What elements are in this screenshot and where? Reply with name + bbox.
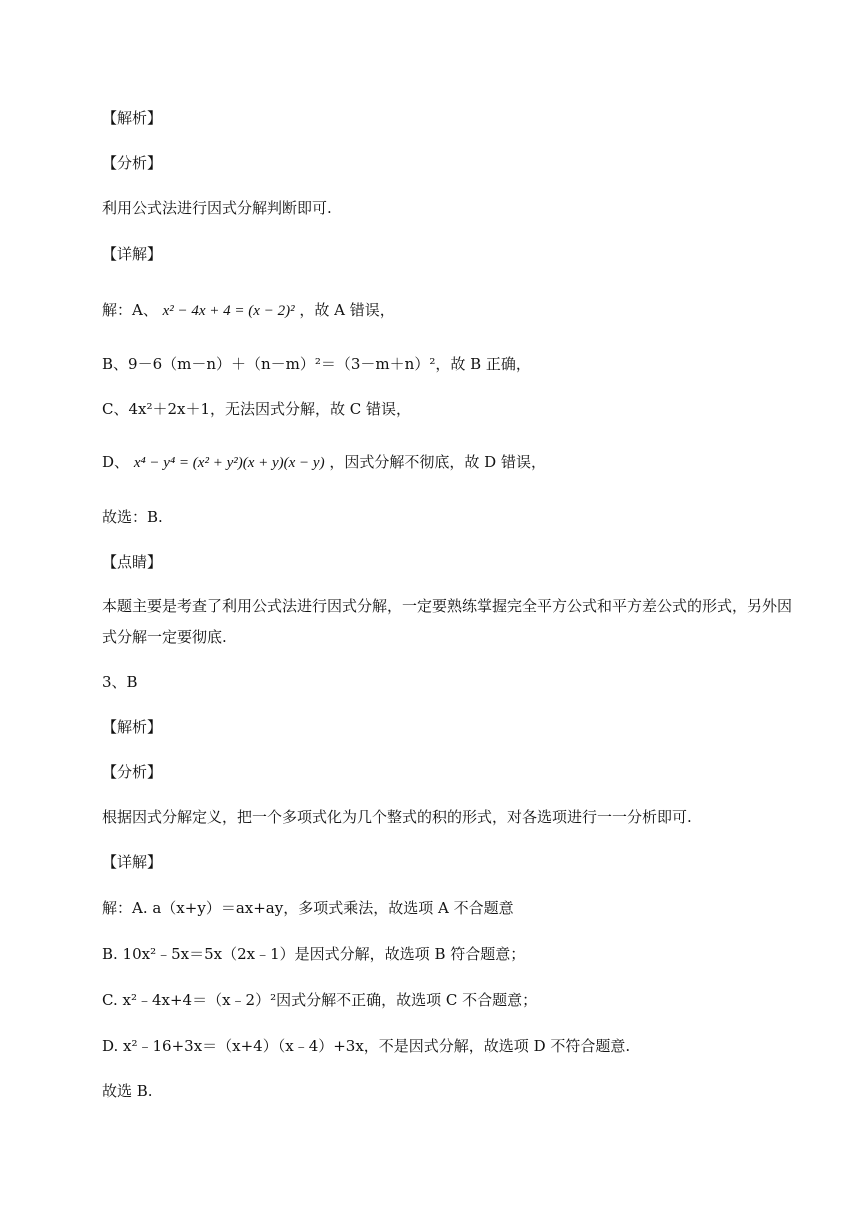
q3-solution-c: C. x²﹣4x+4＝（x﹣2）²因式分解不正确，故选项 C 不合题意；	[102, 991, 538, 1009]
analysis-text: 利用公式法进行因式分解判断即可.	[102, 199, 332, 217]
q3-heading-xiangjie: 【详解】	[102, 853, 163, 871]
q3-solution-d: D. x²﹣16+3x＝（x+4）（x﹣4）+3x，不是因式分解，故选项 D 不符合题意.	[102, 1037, 631, 1055]
comment-paragraph: 本题主要是考查了利用公式法进行因式分解，一定要熟练掌握完全平方公式和平方差公式的形式，另外因式分解一定要彻底.	[102, 597, 793, 646]
q3-heading-jiexi: 【解析】	[102, 718, 163, 736]
q3-analysis-text: 根据因式分解定义，把一个多项式化为几个整式的积的形式，对各选项进行一一分析即可.	[102, 808, 692, 826]
heading-dianjing: 【点睛】	[102, 553, 163, 571]
question-number: 3、B	[102, 673, 138, 691]
solution-d-prefix: D、	[102, 453, 130, 471]
solution-a-line	[102, 300, 395, 321]
solution-a-prefix: 解：A、	[102, 301, 158, 319]
solution-c-line: C、4x²＋2x＋1，无法因式分解，故 C 错误，	[102, 400, 412, 418]
formula-a: x² − 4x + 4 = (x − 2)²	[162, 303, 295, 319]
heading-xiangjie: 【详解】	[102, 245, 163, 263]
formula-d: x⁴ − y⁴ = (x² + y²)(x + y)(x − y)	[133, 455, 325, 471]
heading-jiexi: 【解析】	[102, 109, 163, 127]
choice-line: 故选：B.	[102, 508, 163, 526]
solution-d-line	[102, 452, 546, 473]
solution-d-suffix: ，因式分解不彻底，故 D 错误，	[329, 453, 546, 471]
q3-solution-b: B. 10x²﹣5x＝5x（2x﹣1）是因式分解，故选项 B 符合题意；	[102, 945, 526, 963]
solution-a-suffix: ，故 A 错误，	[299, 301, 395, 319]
q3-solution-a: 解：A. a（x+y）＝ax+ay，多项式乘法，故选项 A 不合题意	[102, 899, 514, 917]
q3-heading-fenxi: 【分析】	[102, 763, 163, 781]
solution-b-line: B、9－6（m－n）＋（n－m）²＝（3－m＋n）²，故 B 正确，	[102, 355, 531, 373]
q3-choice: 故选 B.	[102, 1082, 153, 1100]
heading-fenxi: 【分析】	[102, 154, 163, 172]
